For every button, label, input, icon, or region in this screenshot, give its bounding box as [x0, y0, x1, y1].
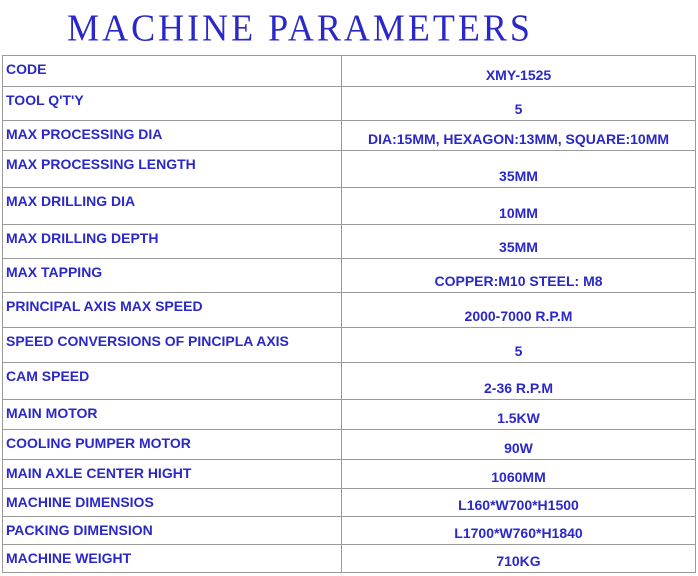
param-value-tool-qty: 5 [342, 87, 696, 121]
param-label-main-axle-center-hight: MAIN AXLE CENTER HIGHT [3, 460, 342, 489]
param-value-speed-conversions: 5 [342, 328, 696, 363]
param-value-cam-speed: 2-36 R.P.M [342, 363, 696, 400]
table-row [3, 87, 696, 121]
table-row [3, 259, 696, 293]
param-label-max-drilling-dia: MAX DRILLING DIA [3, 188, 342, 225]
table-row [3, 188, 696, 225]
table-row [3, 430, 696, 460]
param-value-max-drilling-dia: 10MM [342, 188, 696, 225]
parameters-table [2, 55, 696, 573]
param-label-cam-speed: CAM SPEED [3, 363, 342, 400]
table-row [3, 121, 696, 151]
table-row [3, 489, 696, 517]
param-label-machine-weight: MACHINE WEIGHT [3, 545, 342, 573]
param-label-max-processing-dia: MAX PROCESSING DIA [3, 121, 342, 151]
param-value-max-processing-dia: DIA:15MM, HEXAGON:13MM, SQUARE:10MM [342, 121, 696, 151]
param-label-main-motor: MAIN MOTOR [3, 400, 342, 430]
param-label-max-drilling-depth: MAX DRILLING DEPTH [3, 225, 342, 259]
page-title: MACHINE PARAMETERS [67, 7, 533, 50]
table-row [3, 293, 696, 328]
param-value-packing-dimension: L1700*W760*H1840 [342, 517, 696, 545]
param-value-max-tapping: COPPER:M10 STEEL: M8 [342, 259, 696, 293]
param-value-machine-weight: 710KG [342, 545, 696, 573]
table-row [3, 56, 696, 87]
param-value-cooling-pumper-motor: 90W [342, 430, 696, 460]
table-row [3, 517, 696, 545]
param-value-main-axle-center-hight: 1060MM [342, 460, 696, 489]
param-label-principal-axis-max-speed: PRINCIPAL AXIS MAX SPEED [3, 293, 342, 328]
param-value-principal-axis-max-speed: 2000-7000 R.P.M [342, 293, 696, 328]
table-row [3, 363, 696, 400]
param-label-max-tapping: MAX TAPPING [3, 259, 342, 293]
param-value-max-drilling-depth: 35MM [342, 225, 696, 259]
param-label-packing-dimension: PACKING DIMENSION [3, 517, 342, 545]
param-label-speed-conversions: SPEED CONVERSIONS OF PINCIPLA AXIS [3, 328, 342, 363]
param-value-machine-dimensios: L160*W700*H1500 [342, 489, 696, 517]
table-row [3, 151, 696, 188]
param-label-max-processing-length: MAX PROCESSING LENGTH [3, 151, 342, 188]
table-row [3, 400, 696, 430]
table-row [3, 460, 696, 489]
table-row [3, 225, 696, 259]
param-label-code: CODE [3, 56, 342, 87]
table-row [3, 545, 696, 573]
table-row [3, 328, 696, 363]
param-label-cooling-pumper-motor: COOLING PUMPER MOTOR [3, 430, 342, 460]
param-value-main-motor: 1.5KW [342, 400, 696, 430]
param-label-tool-qty: TOOL Q'T'Y [3, 87, 342, 121]
param-label-machine-dimensios: MACHINE DIMENSIOS [3, 489, 342, 517]
param-value-max-processing-length: 35MM [342, 151, 696, 188]
param-value-code: XMY-1525 [342, 56, 696, 87]
